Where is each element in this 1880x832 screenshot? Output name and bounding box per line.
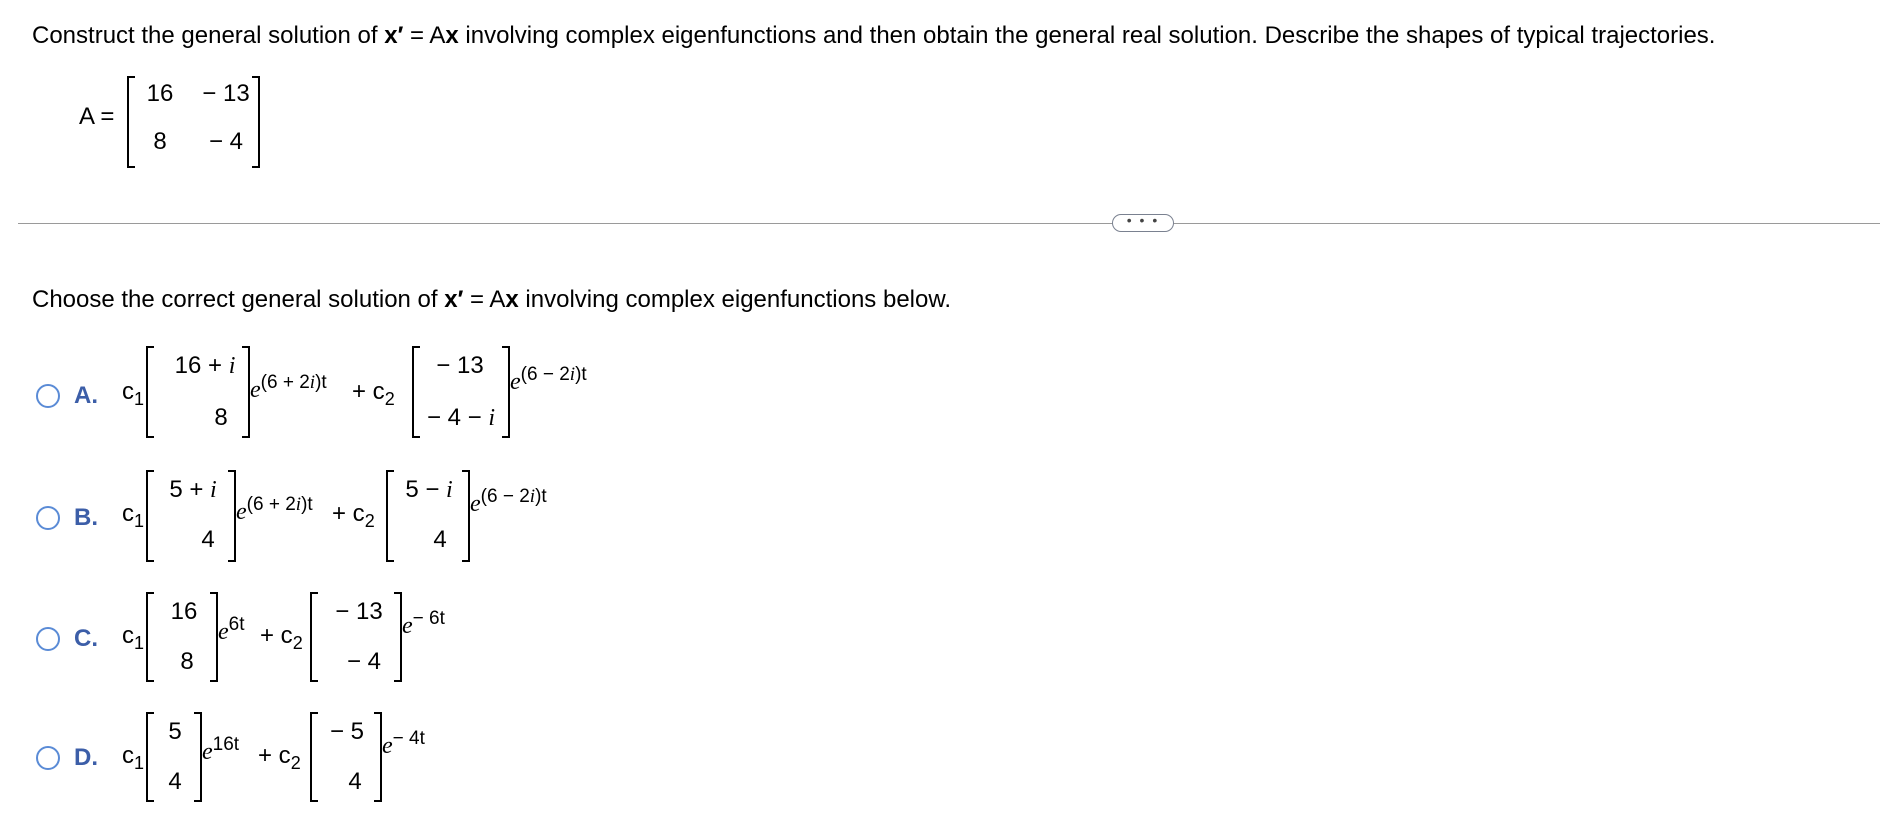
left-bracket	[127, 76, 135, 168]
option-d-v1-bottom: 4	[168, 768, 182, 795]
more-button[interactable]: • • •	[1112, 214, 1174, 232]
option-a-radio[interactable]	[36, 384, 60, 408]
option-a-exp2: $e^{(6 - 2i)t}$	[510, 364, 587, 395]
matrix-a11: 16	[146, 80, 174, 107]
option-c-v1-left-bracket	[146, 592, 154, 682]
option-d-v2-right-bracket	[374, 712, 382, 802]
option-d-v1-left-bracket	[146, 712, 154, 802]
matrix-a12: − 13	[202, 80, 250, 107]
option-d-letter: D.	[74, 744, 98, 771]
option-c-v1-bottom: 8	[180, 648, 194, 675]
matrix-a22: − 4	[208, 128, 244, 155]
option-c-c2: + $c_2$	[260, 622, 303, 653]
option-b-v1-top: 5 + i	[169, 476, 217, 503]
option-c-v2-left-bracket	[310, 592, 318, 682]
option-b-radio[interactable]	[36, 506, 60, 530]
option-b-letter: B.	[74, 504, 98, 531]
option-c-c1: $c_1$	[122, 622, 145, 653]
option-b-v1-bottom: 4	[201, 526, 215, 553]
right-bracket	[252, 76, 260, 168]
option-a-v2-top: − 13	[436, 352, 484, 379]
option-b-c2: + $c_2$	[332, 500, 375, 531]
matrix-label: A =	[79, 103, 115, 130]
option-d-v2-top: − 5	[329, 718, 365, 745]
option-b-c1: $c_1$	[122, 500, 145, 531]
option-c-radio[interactable]	[36, 627, 60, 651]
question-text: Construct the general solution of x′ = Ax involving complex eigenfunctions and then obtain the general real solution. Describe the shapes of typical trajectories.	[32, 22, 1716, 49]
option-b-exp2: $e^{(6 - 2i)t}$	[470, 486, 547, 517]
matrix-a21: 8	[153, 128, 167, 155]
option-c-exp1: $e^{6t}$	[218, 614, 245, 645]
option-b-exp1: $e^{(6 + 2i)t}$	[236, 494, 313, 525]
option-a-v1-left-bracket	[146, 346, 154, 438]
option-a-c2: + $c_2$	[352, 378, 395, 409]
option-a-v1-bottom: 8	[214, 404, 228, 431]
section-divider	[18, 223, 1880, 224]
prompt-text: Choose the correct general solution of x′ = Ax involving complex eigenfunctions below.	[32, 286, 952, 313]
option-d-exp1: $e^{16t}$	[202, 734, 240, 765]
option-b-v2-bottom: 4	[433, 526, 447, 553]
option-d-radio[interactable]	[36, 746, 60, 770]
option-d-exp2: $e^{- 4t}$	[382, 728, 425, 759]
option-a-letter: A.	[74, 382, 98, 409]
option-b-v1-left-bracket	[146, 470, 154, 562]
option-b-v1-right-bracket	[228, 470, 236, 562]
option-d-v2-bottom: 4	[348, 768, 362, 795]
option-d-c2: + $c_2$	[258, 742, 301, 773]
option-b-v2-top: 5 − i	[405, 476, 453, 503]
option-b-v2-right-bracket	[462, 470, 470, 562]
option-a-v1-right-bracket	[242, 346, 250, 438]
option-a-v2-right-bracket	[502, 346, 510, 438]
option-c-letter: C.	[74, 625, 98, 652]
option-d-c1: $c_1$	[122, 742, 145, 773]
option-a-v1-top: 16 + i	[174, 352, 236, 379]
option-b-v2-left-bracket	[386, 470, 394, 562]
option-c-v2-right-bracket	[394, 592, 402, 682]
option-d-v1-right-bracket	[194, 712, 202, 802]
option-d-v1-top: 5	[168, 718, 182, 745]
option-c-exp2: $e^{- 6t}$	[402, 608, 445, 639]
option-a-c1: $c_1$	[122, 378, 145, 409]
option-c-v1-top: 16	[170, 598, 198, 625]
option-a-exp1: $e^{(6 + 2i)t}$	[250, 372, 327, 403]
option-a-v2-bottom: − 4 − i	[426, 404, 496, 431]
option-c-v2-bottom: − 4	[346, 648, 382, 675]
option-c-v2-top: − 13	[335, 598, 383, 625]
option-d-v2-left-bracket	[310, 712, 318, 802]
option-c-v1-right-bracket	[210, 592, 218, 682]
